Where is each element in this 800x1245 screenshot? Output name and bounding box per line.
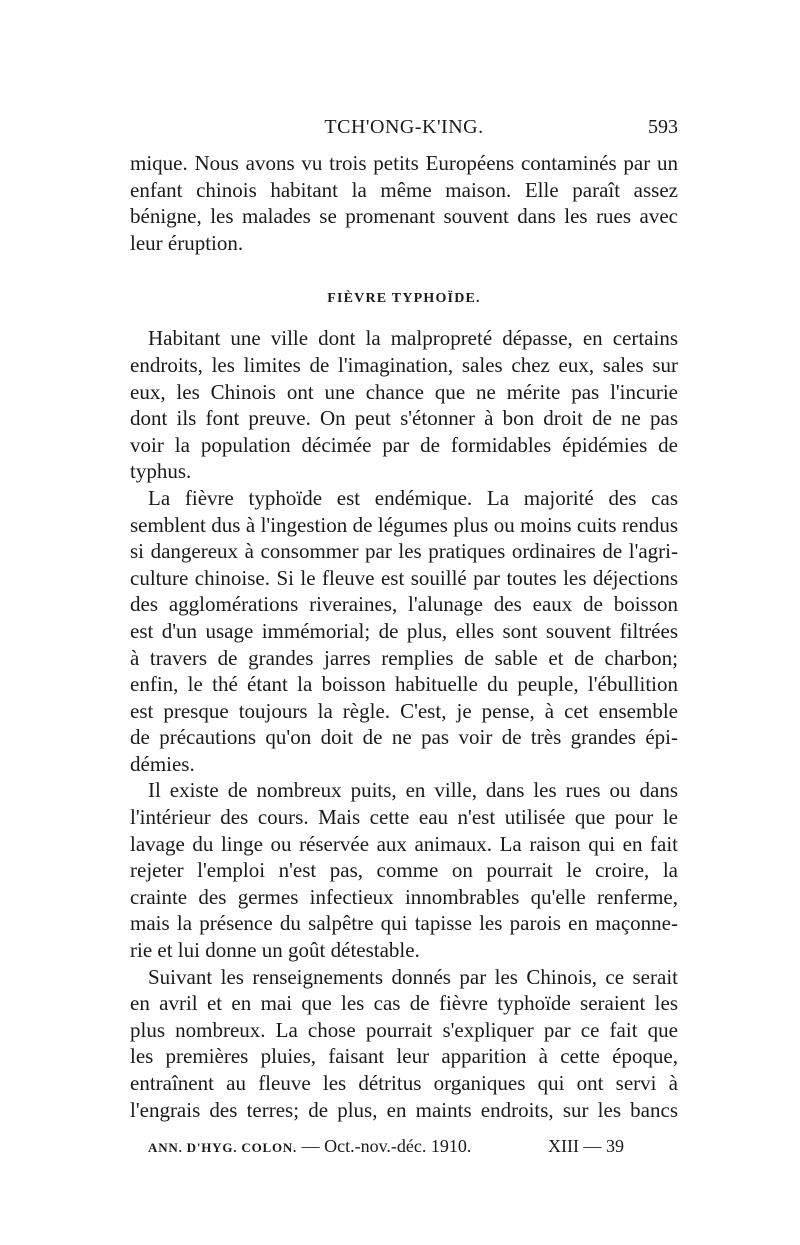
- body-text: [130, 150, 678, 1123]
- text-line: lavage du linge ou réservée aux animaux. La raison qui en fait: [130, 831, 678, 856]
- text-line: démies.: [130, 751, 195, 776]
- text-line: est presque toujours la règle. C'est, je pense, à cet ensemble: [130, 698, 678, 723]
- paragraph-first-line: Habitant une ville dont la malpropreté dépasse, en certains: [148, 326, 678, 351]
- text-line: l'engrais des terres; de plus, en maints endroits, sur les bancs: [130, 1097, 678, 1122]
- text-line: typhus.: [130, 459, 192, 484]
- text-line: des agglomérations riveraines, l'alunage des eaux de boisson: [130, 592, 678, 617]
- text-line: bénigne, les malades se promenant souvent dans les rues avec: [130, 204, 678, 229]
- page-number: 593: [648, 116, 678, 138]
- text-line: de précautions qu'on doit de ne pas voir de très grandes épi-: [130, 725, 678, 750]
- text-line: dont ils font preuve. On peut s'étonner à bon droit de ne pas: [130, 406, 678, 431]
- text-line: si dangereux à consommer par les pratiques ordinaires de l'agri-: [130, 539, 678, 564]
- text-line: endroits, les limites de l'imagination, sales chez eux, sales sur: [130, 352, 678, 377]
- journal-reference: [148, 1136, 471, 1157]
- signature-mark: XIII — 39: [548, 1136, 624, 1156]
- text-line: l'intérieur des cours. Mais cette eau n'est utilisée que pour le: [130, 805, 678, 830]
- text-line: plus nombreux. La chose pourrait s'expliquer par ce fait que: [130, 1017, 678, 1042]
- running-title: TCH'ONG-K'ING.: [324, 116, 484, 138]
- text-line: mique. Nous avons vu trois petits Européens contaminés par un: [130, 151, 678, 175]
- text-line: est d'un usage immémorial; de plus, elles sont souvent filtrées: [130, 618, 678, 643]
- text-line: mais la présence du salpêtre qui tapisse les parois en maçonne-: [130, 911, 678, 936]
- paragraph-first-line: Il existe de nombreux puits, en ville, dans les rues ou dans: [148, 778, 678, 803]
- text-line: enfant chinois habitant la même maison. Elle paraît assez: [130, 177, 678, 202]
- footer-dash: —: [301, 1136, 320, 1156]
- text-line: enfin, le thé étant la boisson habituelle du peuple, l'ébullition: [130, 672, 678, 697]
- text-line: leur éruption.: [130, 230, 244, 255]
- page-header: [130, 116, 678, 146]
- issue-date: Oct.-nov.-déc. 1910.: [324, 1136, 472, 1156]
- text-line: crainte des germes infectieux innombrables qu'elle renferme,: [130, 884, 678, 909]
- text-line: eux, les Chinois ont une chance que ne mérite pas l'incurie: [130, 379, 678, 404]
- text-line: rie et lui donne un goût détestable.: [130, 938, 420, 963]
- text-line: voir la population décimée par de formidables épidémies de: [130, 432, 678, 457]
- text-line: en avril et en mai que les cas de fièvre typhoïde seraient les: [130, 991, 678, 1016]
- section-spacer: [130, 311, 678, 325]
- text-line: les premières pluies, faisant leur apparition à cette époque,: [130, 1044, 678, 1069]
- paragraph-first-line: Suivant les renseignements donnés par les Chinois, ce serait: [148, 964, 678, 989]
- journal-abbreviation: ANN. D'HYG. COLON.: [148, 1140, 298, 1155]
- section-heading: FIÈVRE TYPHOÏDE.: [327, 291, 481, 307]
- page-footer: [148, 1136, 624, 1166]
- text-line: culture chinoise. Si le fleuve est souillé par toutes les déjections: [130, 565, 678, 590]
- section-spacer: [130, 256, 678, 287]
- text-line: entraînent au fleuve les détritus organiques qui ont servi à: [130, 1071, 678, 1095]
- text-line: à travers de grandes jarres remplies de sable et de charbon;: [130, 645, 678, 670]
- text-line: semblent dus à l'ingestion de légumes plus ou moins cuits rendus: [130, 512, 678, 537]
- text-line: rejeter l'emploi n'est pas, comme on pourrait le croire, la: [130, 858, 678, 883]
- paragraph-first-line: La fièvre typhoïde est endémique. La majorité des cas: [148, 485, 678, 510]
